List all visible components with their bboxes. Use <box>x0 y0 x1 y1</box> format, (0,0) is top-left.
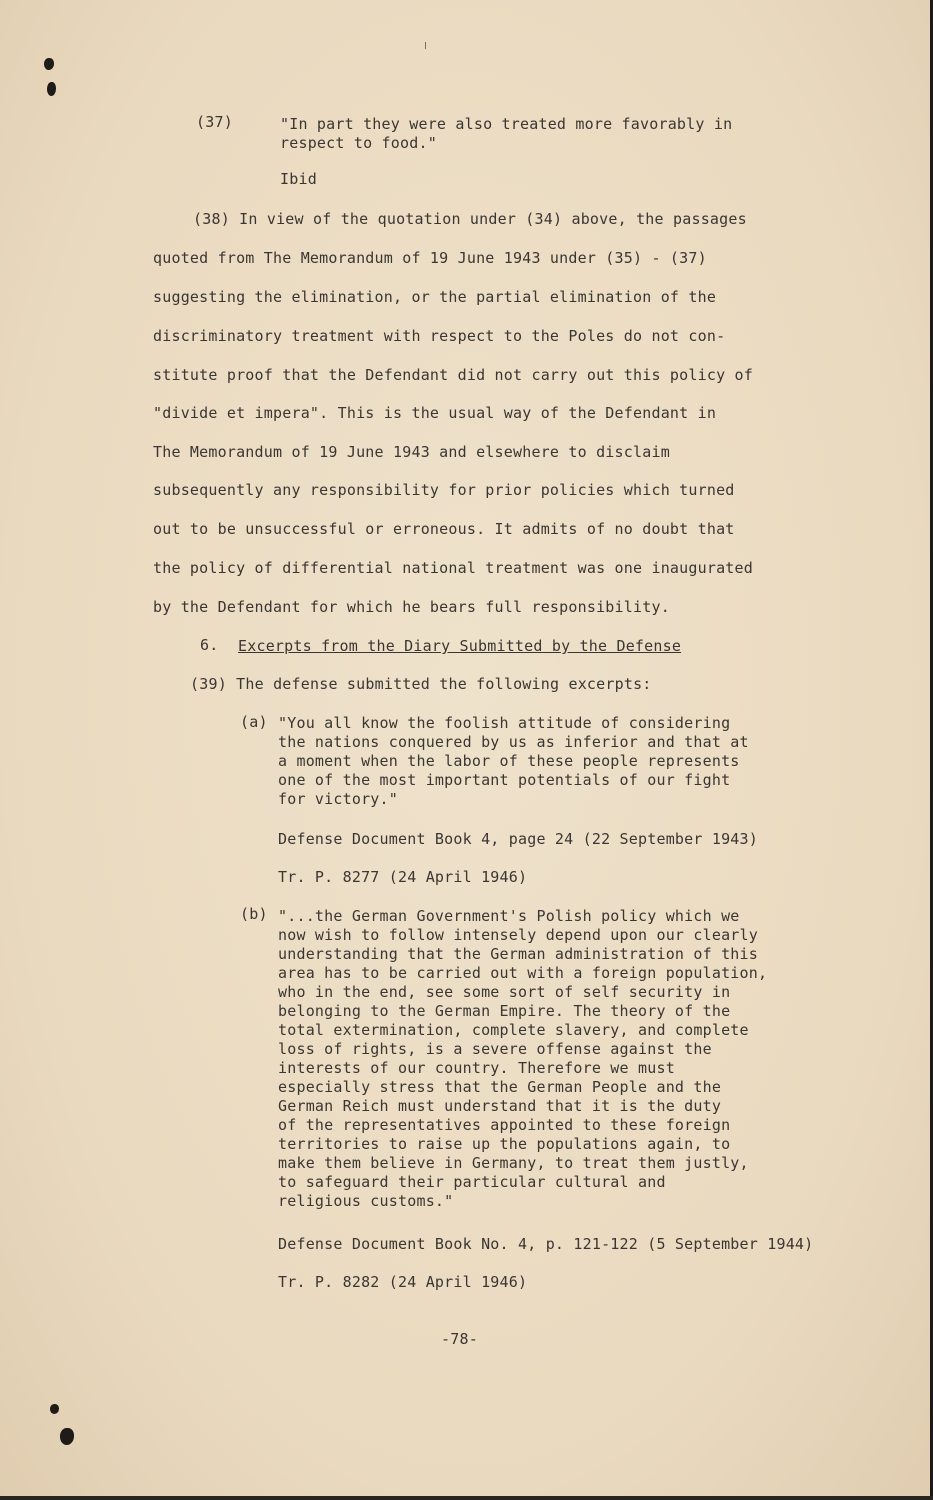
excerpt-b-citation: Defense Document Book No. 4, p. 121-122 (5 September 1944) <box>278 1235 814 1253</box>
item-37-quote-line-2: respect to food." <box>280 134 437 152</box>
section-6-number: 6. <box>200 636 219 654</box>
excerpt-a-line-4: one of the most important potentials of our fight <box>278 771 731 789</box>
para-38-line-5: stitute proof that the Defendant did not carry out this policy of <box>153 366 753 384</box>
excerpt-b-line-5: who in the end, see some sort of self security in <box>278 983 731 1001</box>
para-38-line-8: subsequently any responsibility for prior policies which turned <box>153 481 735 499</box>
section-6-heading: Excerpts from the Diary Submitted by the Defense <box>238 637 682 655</box>
excerpt-b-line-13: territories to raise up the populations again, to <box>278 1135 731 1153</box>
scan-edge-bottom <box>0 1496 933 1500</box>
para-38-line-10: the policy of differential national treatment was one inaugurated <box>153 559 753 577</box>
paper-mark <box>425 42 426 49</box>
excerpt-b-line-6: belonging to the German Empire. The theory of the <box>278 1002 731 1020</box>
excerpt-b-line-9: interests of our country. Therefore we must <box>278 1059 675 1077</box>
para-38-line-4: discriminatory treatment with respect to the Poles do not con- <box>153 327 726 345</box>
para-38-line-6: "divide et impera". This is the usual way of the Defendant in <box>153 404 717 422</box>
page-number: -78- <box>441 1330 478 1348</box>
excerpt-b-line-7: total extermination, complete slavery, and complete <box>278 1021 749 1039</box>
excerpt-b-line-1: "...the German Government's Polish policy which we <box>278 907 740 925</box>
excerpt-b-transcript: Tr. P. 8282 (24 April 1946) <box>278 1273 528 1291</box>
para-38-line-2: quoted from The Memorandum of 19 June 1943 under (35) - (37) <box>153 249 707 267</box>
excerpt-b-line-16: religious customs." <box>278 1192 454 1210</box>
excerpt-b-line-2: now wish to follow intensely depend upon our clearly <box>278 926 758 944</box>
excerpt-b-label: (b) <box>240 905 268 923</box>
excerpt-a-line-3: a moment when the labor of these people represents <box>278 752 740 770</box>
excerpt-a-citation: Defense Document Book 4, page 24 (22 September 1943) <box>278 830 758 848</box>
para-38-line-9: out to be unsuccessful or erroneous. It admits of no doubt that <box>153 520 735 538</box>
para-38-line-1: (38) In view of the quotation under (34) above, the passages <box>193 210 747 228</box>
para-38-line-7: The Memorandum of 19 June 1943 and elsewhere to disclaim <box>153 443 670 461</box>
item-37-quote-line-1: "In part they were also treated more favorably in <box>280 115 733 133</box>
excerpt-b-line-15: to safeguard their particular cultural and <box>278 1173 666 1191</box>
excerpt-b-line-8: loss of rights, is a severe offense against the <box>278 1040 712 1058</box>
excerpt-a-line-5: for victory." <box>278 790 398 808</box>
excerpt-b-line-12: of the representatives appointed to these foreign <box>278 1116 731 1134</box>
para-38-line-3: suggesting the elimination, or the partial elimination of the <box>153 288 717 306</box>
excerpt-b-line-3: understanding that the German administration of this <box>278 945 758 963</box>
para-38-line-11: by the Defendant for which he bears full responsibility. <box>153 598 670 616</box>
excerpt-b-line-14: make them believe in Germany, to treat them justly, <box>278 1154 749 1172</box>
excerpt-b-line-10: especially stress that the German People and the <box>278 1078 722 1096</box>
excerpt-b-line-11: German Reich must understand that it is the duty <box>278 1097 722 1115</box>
excerpt-a-line-2: the nations conquered by us as inferior and that at <box>278 733 749 751</box>
item-37-source: Ibid <box>280 170 317 188</box>
excerpt-b-line-4: area has to be carried out with a foreign population, <box>278 964 768 982</box>
item-37-number: (37) <box>196 113 233 131</box>
excerpt-a-transcript: Tr. P. 8277 (24 April 1946) <box>278 868 528 886</box>
para-39-intro: (39) The defense submitted the following excerpts: <box>190 675 652 693</box>
excerpt-a-line-1: "You all know the foolish attitude of considering <box>278 714 731 732</box>
excerpt-a-label: (a) <box>240 713 268 731</box>
